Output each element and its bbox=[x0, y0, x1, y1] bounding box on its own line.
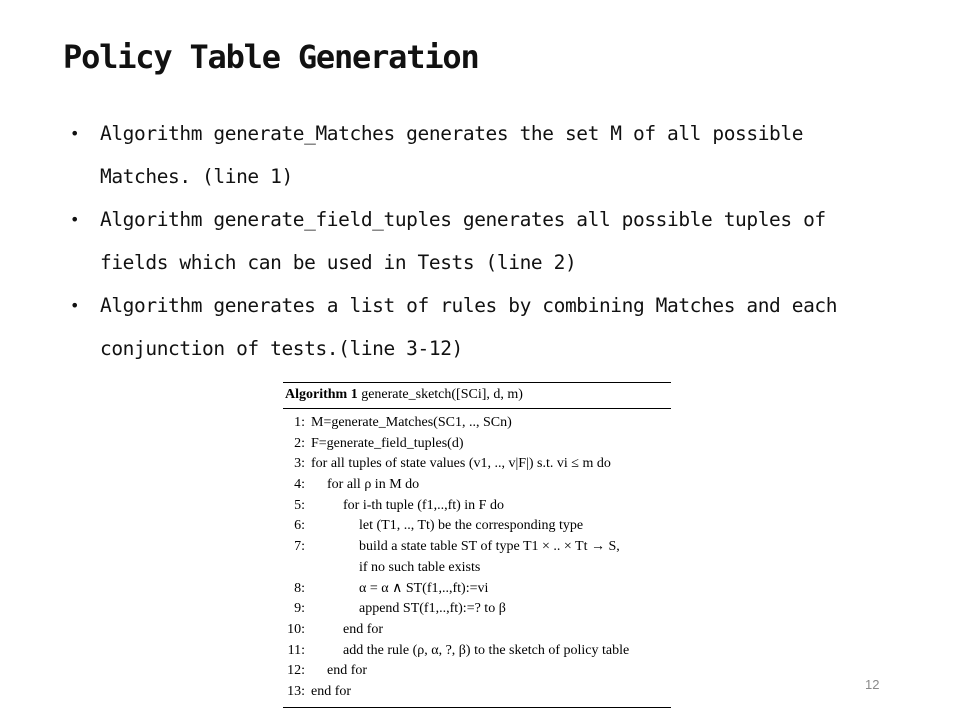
algorithm-header bbox=[283, 382, 671, 409]
algorithm-line-number: 5: bbox=[294, 497, 305, 513]
algorithm-line bbox=[283, 558, 671, 579]
algorithm-line-code: for all tuples of state values (v1, .., v|F|) s.t. vi ≤ m do bbox=[311, 456, 611, 472]
algorithm-line-number: 2: bbox=[294, 435, 305, 451]
algorithm-line-number: 12: bbox=[287, 663, 305, 679]
algorithm-line-code: for i-th tuple (f1,..,ft) in F do bbox=[343, 497, 504, 513]
algorithm-line-code: append ST(f1,..,ft):=? to β bbox=[359, 601, 506, 617]
algorithm-line-number: 10: bbox=[287, 621, 305, 637]
algorithm-line bbox=[283, 599, 671, 620]
page-number: 12 bbox=[865, 677, 880, 692]
bullet-item bbox=[70, 112, 900, 198]
bullet-text: Algorithm generate_field_tuples generates all possible tuples of fields which can be used in Tests (line 2) bbox=[100, 208, 826, 274]
algorithm-line-number: 9: bbox=[294, 601, 305, 617]
algorithm-line-code: end for bbox=[327, 663, 368, 679]
algorithm-line bbox=[283, 579, 671, 600]
algorithm-line bbox=[283, 475, 671, 496]
algorithm-line-number: 13: bbox=[287, 683, 305, 699]
algorithm-line-code: build a state table ST of type T1 × .. × Tt → S, bbox=[359, 539, 620, 555]
algorithm-line-code: M=generate_Matches(SC1, .., SCn) bbox=[311, 415, 512, 430]
algorithm-line bbox=[283, 413, 671, 434]
algorithm-line-code: for all ρ in M do bbox=[327, 477, 420, 493]
algorithm-figure bbox=[283, 382, 671, 708]
slide-title: Policy Table Generation bbox=[63, 38, 479, 76]
algorithm-line bbox=[283, 641, 671, 662]
algorithm-line-code: F=generate_field_tuples(d) bbox=[311, 435, 464, 451]
bullet-item bbox=[70, 198, 900, 284]
algorithm-line-code: let (T1, .., Tt) be the corresponding type bbox=[359, 518, 584, 534]
algorithm-line-code: add the rule (ρ, α, ?, β) to the sketch of policy table bbox=[343, 642, 630, 658]
algorithm-line-code: end for bbox=[343, 621, 384, 637]
algorithm-line-code: if no such table exists bbox=[359, 559, 481, 575]
algorithm-line-number: 11: bbox=[287, 642, 305, 658]
algorithm-line-number: 6: bbox=[294, 518, 305, 534]
algorithm-line bbox=[283, 682, 671, 703]
algorithm-label: Algorithm 1 bbox=[285, 387, 358, 402]
algorithm-line bbox=[283, 496, 671, 517]
algorithm-signature: generate_sketch([SCi], d, m) bbox=[361, 387, 523, 402]
algorithm-line bbox=[283, 454, 671, 475]
algorithm-line-code: α = α ∧ ST(f1,..,ft):=vi bbox=[359, 580, 489, 596]
bullet-list bbox=[70, 112, 900, 370]
algorithm-line-number: 7: bbox=[294, 539, 305, 555]
algorithm-line-number: 3: bbox=[294, 456, 305, 472]
bullet-text: Algorithm generates a list of rules by combining Matches and each conjunction of tests.(line 3-12) bbox=[100, 294, 838, 360]
bullet-dot-icon: • bbox=[70, 210, 80, 229]
algorithm-line-code: end for bbox=[311, 683, 352, 699]
algorithm-line bbox=[283, 661, 671, 682]
bullet-text: Algorithm generate_Matches generates the set M of all possible Matches. (line 1) bbox=[100, 122, 804, 188]
algorithm-line bbox=[283, 516, 671, 537]
algorithm-line-number: 8: bbox=[294, 580, 305, 596]
algorithm-line bbox=[283, 620, 671, 641]
bullet-item bbox=[70, 284, 900, 370]
bullet-dot-icon: • bbox=[70, 124, 80, 143]
algorithm-line-number: 1: bbox=[294, 415, 305, 430]
algorithm-line-number: 4: bbox=[294, 477, 305, 493]
algorithm-body bbox=[283, 409, 671, 708]
algorithm-line bbox=[283, 537, 671, 558]
algorithm-line bbox=[283, 434, 671, 455]
bullet-dot-icon: • bbox=[70, 296, 80, 315]
